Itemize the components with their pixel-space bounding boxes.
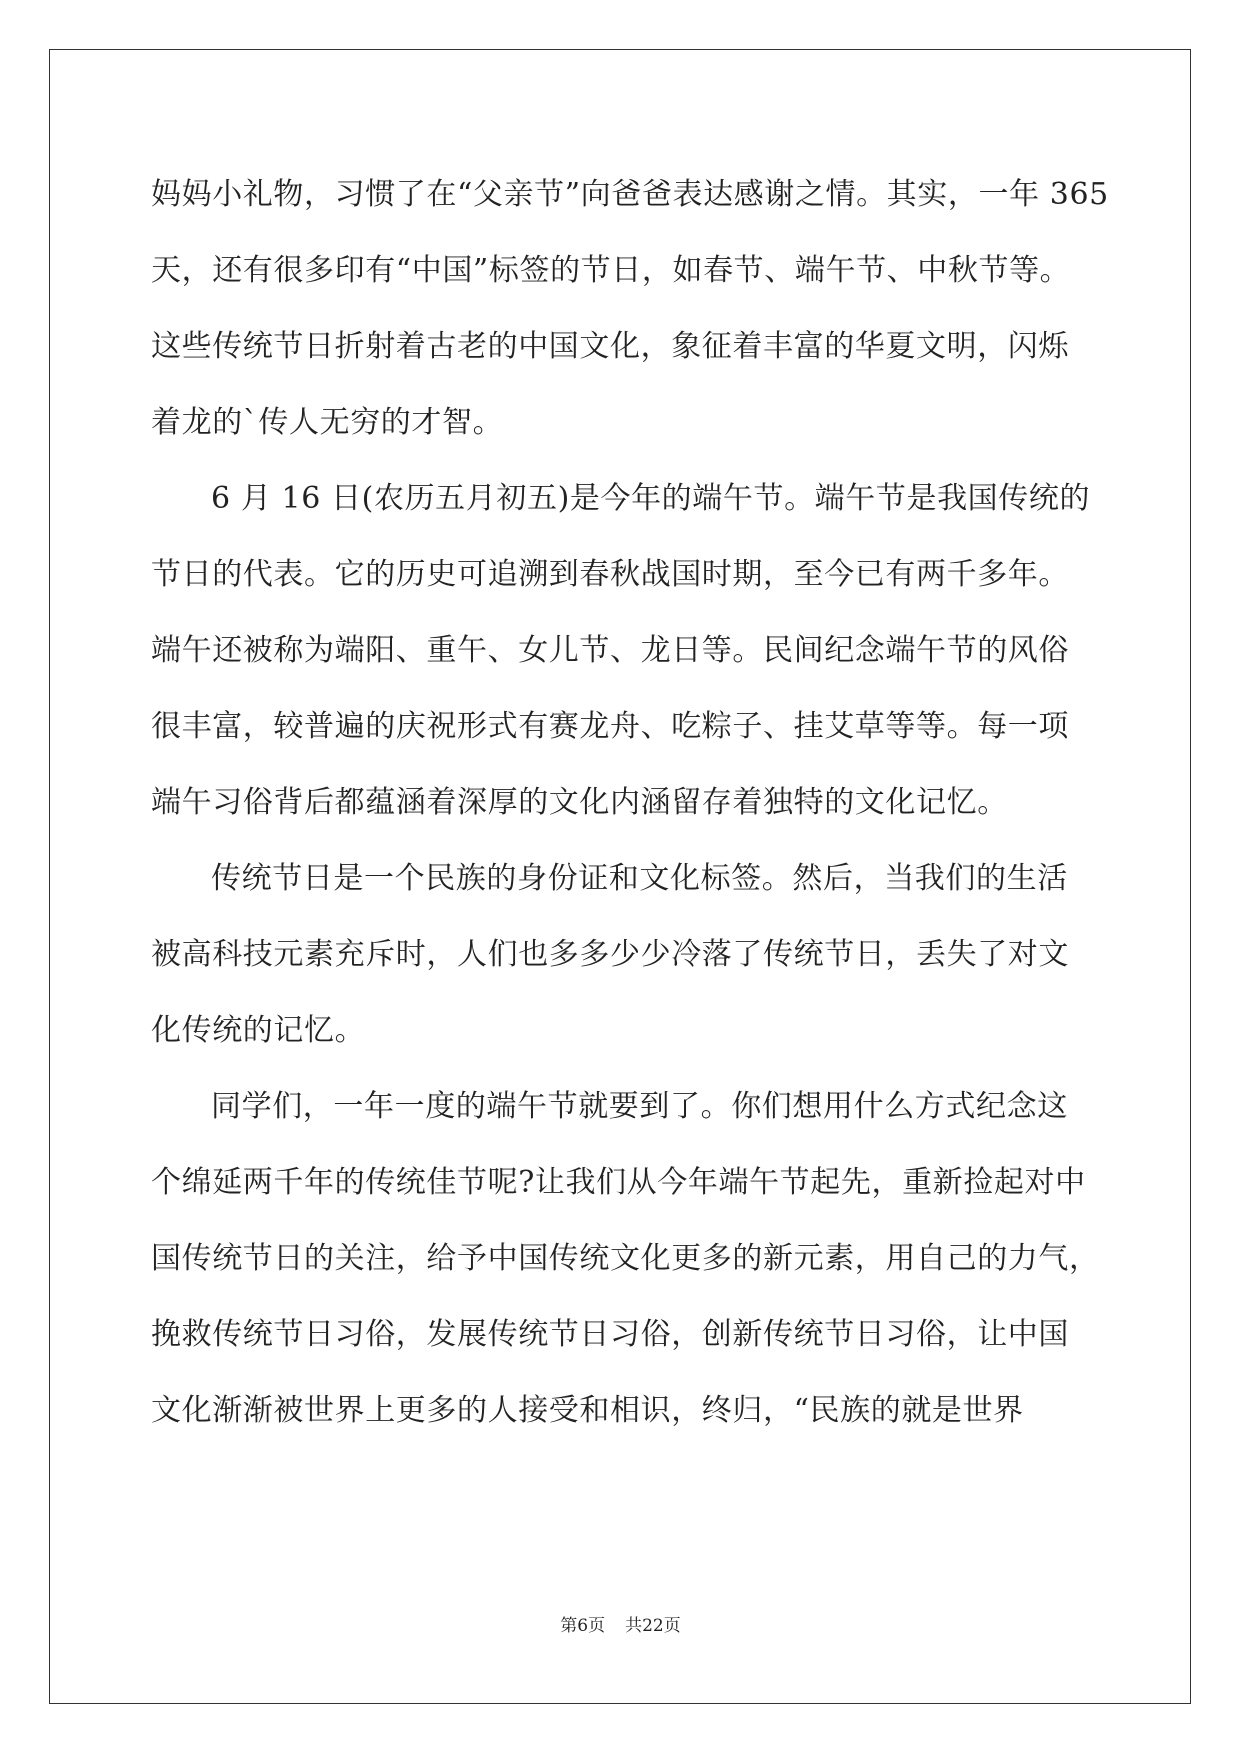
text-line: 化传统的记忆。: [151, 1013, 366, 1048]
text-line: 文化渐渐被世界上更多的人接受和相识，终归，“民族的就是世界: [151, 1393, 1024, 1428]
text-line: 很丰富，较普遍的庆祝形式有赛龙舟、吃粽子、挂艾草等等。每一项: [151, 709, 1069, 744]
document-body: [151, 157, 1109, 1449]
text-line: 被高科技元素充斥时，人们也多多少少冷落了传统节日，丢失了对文: [151, 937, 1069, 972]
text-line: 妈妈小礼物，习惯了在“父亲节”向爸爸表达感谢之情。其实，一年 365: [151, 177, 1109, 212]
text-line: 端午习俗背后都蕴涵着深厚的文化内涵留存着独特的文化记忆。: [151, 785, 1008, 820]
paragraph: [151, 841, 1091, 1069]
current-page-number: 第6页: [560, 1616, 606, 1636]
text-line: 着龙的`传人无穷的才智。: [151, 405, 504, 440]
page-footer: [0, 1611, 1241, 1636]
text-line: 国传统节日的关注，给予中国传统文化更多的新元素，用自己的力气，: [151, 1241, 1100, 1276]
total-pages: 共22页: [625, 1616, 681, 1636]
text-line: 天，还有很多印有“中国”标签的节日，如春节、端午节、中秋节等。: [151, 253, 1071, 288]
text-line: 传统节日是一个民族的身份证和文化标签。然后，当我们的生活: [211, 861, 1068, 896]
text-line: 这些传统节日折射着古老的中国文化，象征着丰富的华夏文明，闪烁: [151, 329, 1069, 364]
text-line: 6 月 16 日(农历五月初五)是今年的端午节。端午节是我国传统的: [211, 481, 1091, 516]
paragraph: [151, 157, 1109, 461]
paragraph: [151, 461, 1091, 841]
text-line: 节日的代表。它的历史可追溯到春秋战国时期，至今已有两千多年。: [151, 557, 1069, 592]
text-line: 挽救传统节日习俗，发展传统节日习俗，创新传统节日习俗，让中国: [151, 1317, 1069, 1352]
text-line: 个绵延两千年的传统佳节呢?让我们从今年端午节起先，重新捡起对中: [151, 1165, 1086, 1200]
text-line: 同学们，一年一度的端午节就要到了。你们想用什么方式纪念这: [211, 1089, 1068, 1124]
paragraph: [151, 1069, 1100, 1449]
text-line: 端午还被称为端阳、重午、女儿节、龙日等。民间纪念端午节的风俗: [151, 633, 1069, 668]
